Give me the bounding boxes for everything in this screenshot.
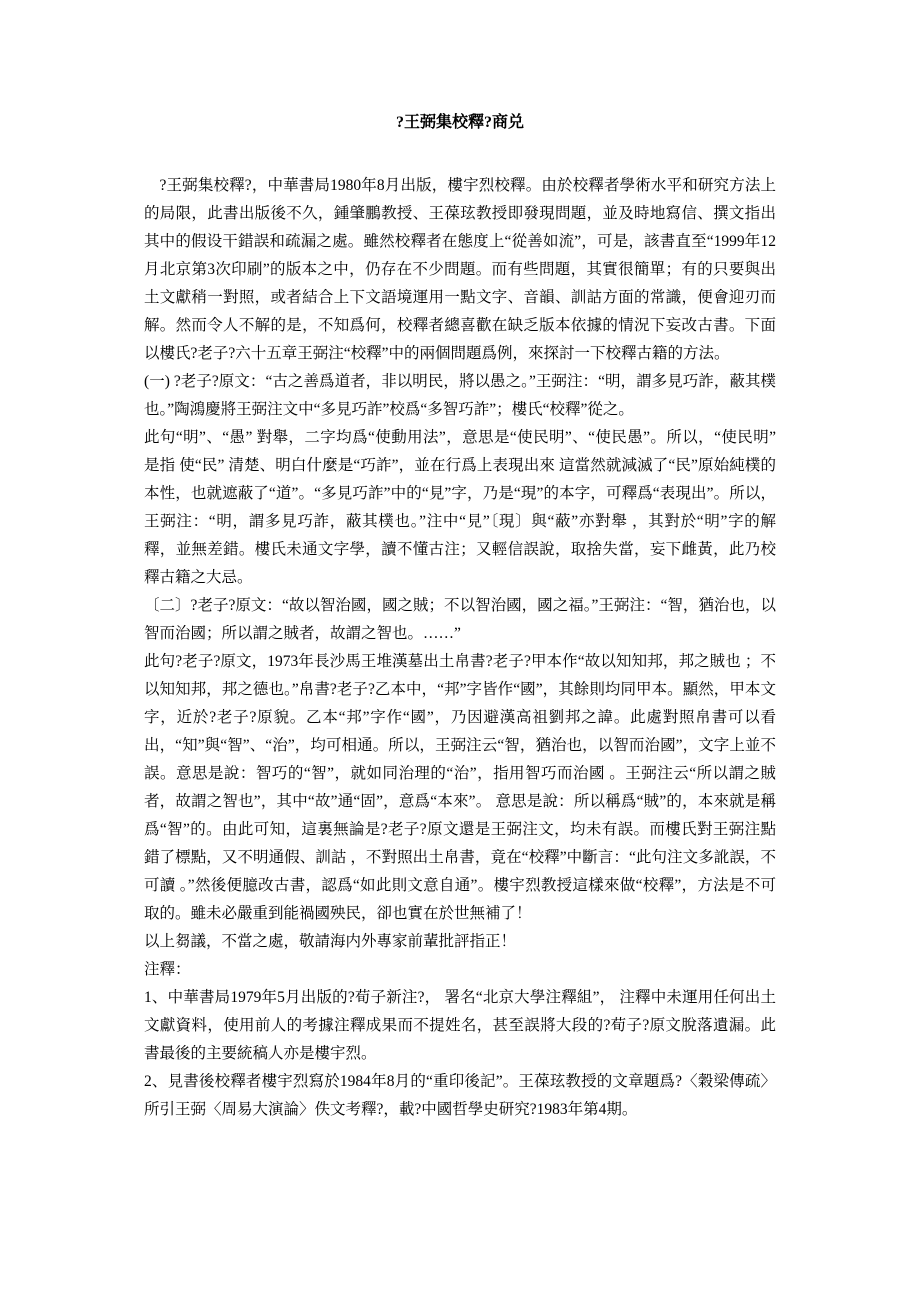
paragraph: 以上芻議，不當之處，敬請海内外專家前輩批評指正！ [144,933,517,950]
paragraph: 1、中華書局1979年5月出版的?荀子新注?， 署名“北京大學注釋組”， 注釋中未運用任何出土文獻資料，使用前人的考據注釋成果而不提姓名，甚至誤將大段的?荀子?原文脫落遺漏。此書最後的主要統稿人亦是樓宇烈。 [144,989,776,1062]
document-body [144,172,776,1124]
document-title: ?王弼集校釋?商兑 [395,114,524,131]
paragraph: 注釋： [144,961,191,978]
paragraph: 此句“明”、“愚” 對舉，二字均爲“使動用法”，意思是“使民明”、“使民愚”。所以，“使民明” 是指 使“民” 清楚、明白什麼是“巧詐”，並在行爲上表現出來 這當然就減滅了“民”原始純樸的本性，也就遮蔽了“道”。“多見巧詐”中的“見”字，乃是“現”的本字，可釋爲“表現出”。所以，王弼注：“明，謂多見巧詐，蔽其樸也。”注中“見”〔現〕與“蔽”亦對舉 ，其對於“明”字的解釋，並無差錯。樓氏未通文字學，讀不懂古注；又輕信誤說，取捨失當，妄下雌黃，此乃校釋古籍之大忌。 [144,429,776,586]
paragraph: 2、見書後校釋者樓宇烈寫於1984年8月的“重印後記”。王葆玹教授的文章題爲?〈穀梁傳疏〉所引王弼〈周易大演論〉佚文考釋?，載?中國哲學史研究?1983年第4期。 [144,1073,776,1118]
paragraph: (一) ?老子?原文：“古之善爲道者，非以明民，將以愚之。”王弼注：“明，謂多見巧詐，蔽其樸也。”陶鴻慶將王弼注文中“多見巧詐”校爲“多智巧詐”；樓氏“校釋”從之。 [144,373,776,418]
paragraph: 〔二〕?老子?原文：“故以智治國，國之賊；不以智治國，國之福。”王弼注：“智，猶治也，以智而治國；所以謂之賊者，故謂之智也。……” [144,597,776,642]
paragraph: ?王弼集校釋?，中華書局1980年8月出版，樓宇烈校釋。由於校釋者學術水平和研究方法上的局限，此書出版後不久，鍾肇鵬教授、王葆玹教授即發現問題，並及時地寫信、撰文指出其中的假设干錯誤和疏漏之處。雖然校釋者在態度上“從善如流”，可是，該書直至“1999年12月北京第3次印刷”的版本之中，仍存在不少問題。而有些問題，其實很簡單；有的只要與出土文獻稍一對照，或者結合上下文語境運用一點文字、音韻、訓詁方面的常識，便會迎刃而解。然而令人不解的是，不知爲何，校釋者總喜歡在缺乏版本依據的情況下妄改古書。下面以樓氏?老子?六十五章王弼注“校釋”中的兩個問題爲例，來探討一下校釋古籍的方法。 [144,177,776,362]
paragraph: 此句?老子?原文，1973年長沙馬王堆漢墓出土帛書?老子?甲本作“故以知知邦，邦之賊也 ；不以知知邦，邦之德也。”帛書?老子?乙本中，“邦”字皆作“國”，其餘則均同甲本。顯然，甲本文字，近於?老子?原貌。乙本“邦”字作“國”，乃因避漢高祖劉邦之諱。此處對照帛書可以看出，“知”與“智”、“治”，均可相通。所以，王弼注云“智，猶治也，以智而治國”，文字上並不誤。意思是說：智巧的“智”，就如同治理的“治”，指用智巧而治國 。王弼注云“所以謂之賊者，故謂之智也”，其中“故”通“固”，意爲“本來”。 意思是說：所以稱爲“賊”的，本來就是稱爲“智”的。由此可知，這裏無論是?老子?原文還是王弼注文，均未有誤。而樓氏對王弼注點錯了標點，又不明通假、訓詁 ，不對照出土帛書，竟在“校釋”中斷言：“此句注文多訛誤，不可讀 。”然後便臆改古書，認爲“如此則文意自通”。樓宇烈教授這樣來做“校釋”，方法是不可取的。雖未必嚴重到能禍國殃民，卻也實在於世無補了！ [144,653,776,922]
